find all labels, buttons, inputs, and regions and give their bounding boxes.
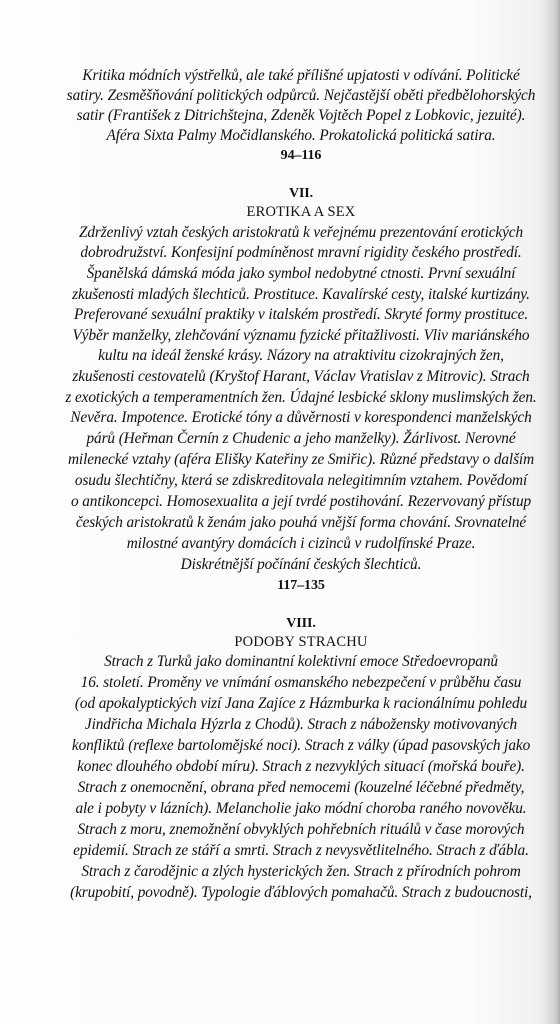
toc-text-line: zkušenosti mladých šlechticů. Prostituce. Kavalírské cesty, italské kurtizány. (72, 286, 530, 303)
toc-text-line: Preferované sexuální praktiky v italském prostředí. Skryté formy prostituce. (73, 306, 529, 323)
page-edge-shadow (546, 0, 560, 1024)
toc-text-line: Strach z onemocnění, obrana před nemocemi (kouzelné léčebné předměty, (77, 779, 525, 796)
toc-text-line: Strach z Turků jako dominantní kolektivní emoce Středoevropanů (104, 653, 498, 670)
toc-text-line: konfliktů (reflexe bartolomějské noci). Strach z války (úpad pasovských jako (71, 737, 531, 754)
toc-text-line: epidemií. Strach ze stáří a smrti. Strach z nevysvětlitelného. Strach z ďábla. (73, 842, 529, 859)
toc-text-line: osudu šlechtičny, která se zdiskreditovala nelegitimním vztahem. Povědomí (74, 472, 528, 489)
toc-text-line: 16. století. Proměny ve vnímání osmanského nebezpečení v průběhu času (80, 674, 522, 691)
chapter-number: VIII. (286, 616, 316, 631)
toc-text-line: milostné avantýry domácích i cizinců v rudolfínské Praze. (126, 535, 476, 552)
toc-text-line: Výběr manželky, zlehčování významu fyzické přitažlivosti. Vliv mariánského (72, 327, 530, 344)
page-range: 117–135 (277, 578, 325, 593)
toc-text-line: Diskrétnější počínání českých šlechticů. (180, 556, 422, 573)
toc-text-line: zkušenosti cestovatelů (Kryštof Harant, Václav Vratislav z Mitrovic). Strach (72, 368, 530, 385)
toc-text-line: Jindřicha Michala Hýzrla z Chodů). Strach z nábožensky motivovaných (84, 716, 518, 733)
toc-text-line: z exotických a temperamentních žen. Údajné lesbické sklony muslimských žen. (65, 389, 537, 406)
toc-text-line: Aféra Sixta Palmy Močidlanského. Prokatolická politická satira. (106, 127, 496, 144)
toc-text-line: Strach z čarodějnic a zlých hysterických žen. Strach z přírodních pohrom (81, 863, 521, 880)
table-of-contents (58, 0, 544, 1024)
toc-text-line: Strach z moru, znemožnění obvyklých pohřebních rituálů v čase morových (77, 821, 525, 838)
page-range: 94–116 (280, 148, 322, 163)
chapter-number: VII. (288, 186, 314, 201)
toc-text-line: kultu na ideál ženské krásy. Názory na atraktivitu cizokrajných žen, (98, 347, 504, 364)
toc-text-line: párů (Heřman Černín z Chudenic a jeho manželky). Žárlivost. Nerovné (86, 430, 516, 447)
toc-text-line: ale i pobyty v lázních). Melancholie jako módní choroba raného novověku. (75, 800, 527, 817)
toc-text-line: (krupobití, povodně). Typologie ďáblových pomahačů. Strach z budoucnosti, (70, 884, 532, 901)
toc-text-line: českých aristokratů k ženám jako pouhá vnější forma chování. Srovnatelné (75, 514, 527, 531)
toc-text-line: Nevěra. Impotence. Erotické tóny a důvěrnosti v korespondenci manželských (70, 409, 532, 426)
toc-text-line: satiry. Zesměšňování politických odpůrců. Nejčastější oběti předbělohorských (66, 87, 536, 104)
toc-text-line: o antikoncepci. Homosexualita a její tvrdé postihování. Rezervovaný přístup (70, 493, 532, 510)
toc-text-line: (od apokalyptických vizí Jana Zajíce z Házmburka k racionálnímu pohledu (74, 695, 528, 712)
toc-text-line: Kritika módních výstřelků, ale také přílišné upjatosti v odívání. Politické (82, 67, 520, 84)
chapter-title: EROTIKA A SEX (246, 204, 356, 220)
toc-text-line: Španělská dámská móda jako symbol nedobytné ctnosti. První sexuální (86, 265, 516, 282)
toc-text-line: konec dlouhého období míru). Strach z nezvyklých situací (mořská bouře). (77, 758, 525, 775)
toc-text-line: Zdrženlivý vztah českých aristokratů k veřejnému prezentování erotických (78, 224, 524, 241)
toc-text-line: satir (František z Ditrichštejna, Zdeněk Vojtěch Popel z Lobkovic, jezuité). (76, 107, 526, 124)
chapter-title: PODOBY STRACHU (234, 634, 368, 650)
toc-text-line: dobrodružství. Konfesijní podmíněnost mravní rigidity českého prostředí. (80, 244, 522, 261)
toc-text-line: milenecké vztahy (aféra Elišky Kateřiny ze Smiřic). Různé představy o dalším (67, 451, 535, 468)
